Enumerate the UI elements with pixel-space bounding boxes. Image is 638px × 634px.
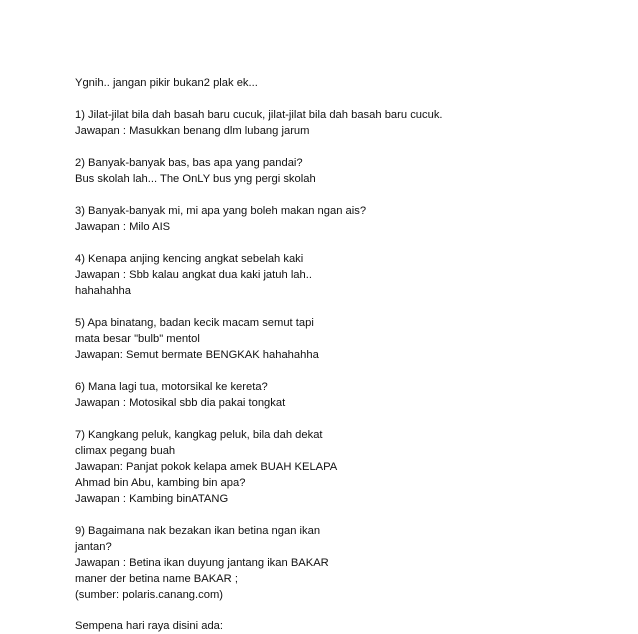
q6-question: 6) Mana lagi tua, motorsikal ke kereta? (75, 381, 268, 393)
q5-question-line1: 5) Apa binatang, badan kecik macam semut tapi (75, 317, 314, 329)
q1-answer: Jawapan : Masukkan benang dlm lubang jarum (75, 125, 310, 137)
q9-question-line1: 9) Bagaimana nak bezakan ikan betina ngan ikan (75, 525, 321, 537)
q7-question-line1: 7) Kangkang peluk, kangkag peluk, bila dah dekat (75, 429, 323, 441)
q9-question-line2: jantan? (75, 541, 112, 553)
q5-answer: Jawapan: Semut bermate BENGKAK hahahahha (75, 349, 319, 361)
q2-question: 2) Banyak-banyak bas, bas apa yang pandai? (75, 157, 303, 169)
footer-line: Sempena hari raya disini ada: (75, 620, 224, 632)
document-body (75, 75, 615, 634)
q3-question: 3) Banyak-banyak mi, mi apa yang boleh makan ngan ais? (75, 205, 367, 217)
q4-extra: hahahahha (75, 285, 131, 297)
intro-line: Ygnih.. jangan pikir bukan2 plak ek... (75, 77, 258, 89)
q7-answer: Jawapan: Panjat pokok kelapa amek BUAH KELAPA (75, 461, 338, 473)
q9-source: (sumber: polaris.canang.com) (75, 589, 223, 601)
q6-answer: Jawapan : Motosikal sbb dia pakai tongkat (75, 397, 286, 409)
q7-question-line2: climax pegang buah (75, 445, 176, 457)
q8-question: Ahmad bin Abu, kambing bin apa? (75, 477, 246, 489)
q9-answer-line2: maner der betina name BAKAR ; (75, 573, 238, 585)
q4-answer: Jawapan : Sbb kalau angkat dua kaki jatuh lah.. (75, 269, 312, 281)
q1-question: 1) Jilat-jilat bila dah basah baru cucuk, jilat-jilat bila dah basah baru cucuk. (75, 109, 443, 121)
q8-answer: Jawapan : Kambing binATANG (75, 493, 229, 505)
q9-answer-line1: Jawapan : Betina ikan duyung jantang ikan BAKAR (75, 557, 329, 569)
q5-question-line2: mata besar "bulb" mentol (75, 333, 200, 345)
q3-answer: Jawapan : Milo AIS (75, 221, 171, 233)
q4-question: 4) Kenapa anjing kencing angkat sebelah kaki (75, 253, 304, 265)
q2-answer: Bus skolah lah... The OnLY bus yng pergi skolah (75, 173, 316, 185)
